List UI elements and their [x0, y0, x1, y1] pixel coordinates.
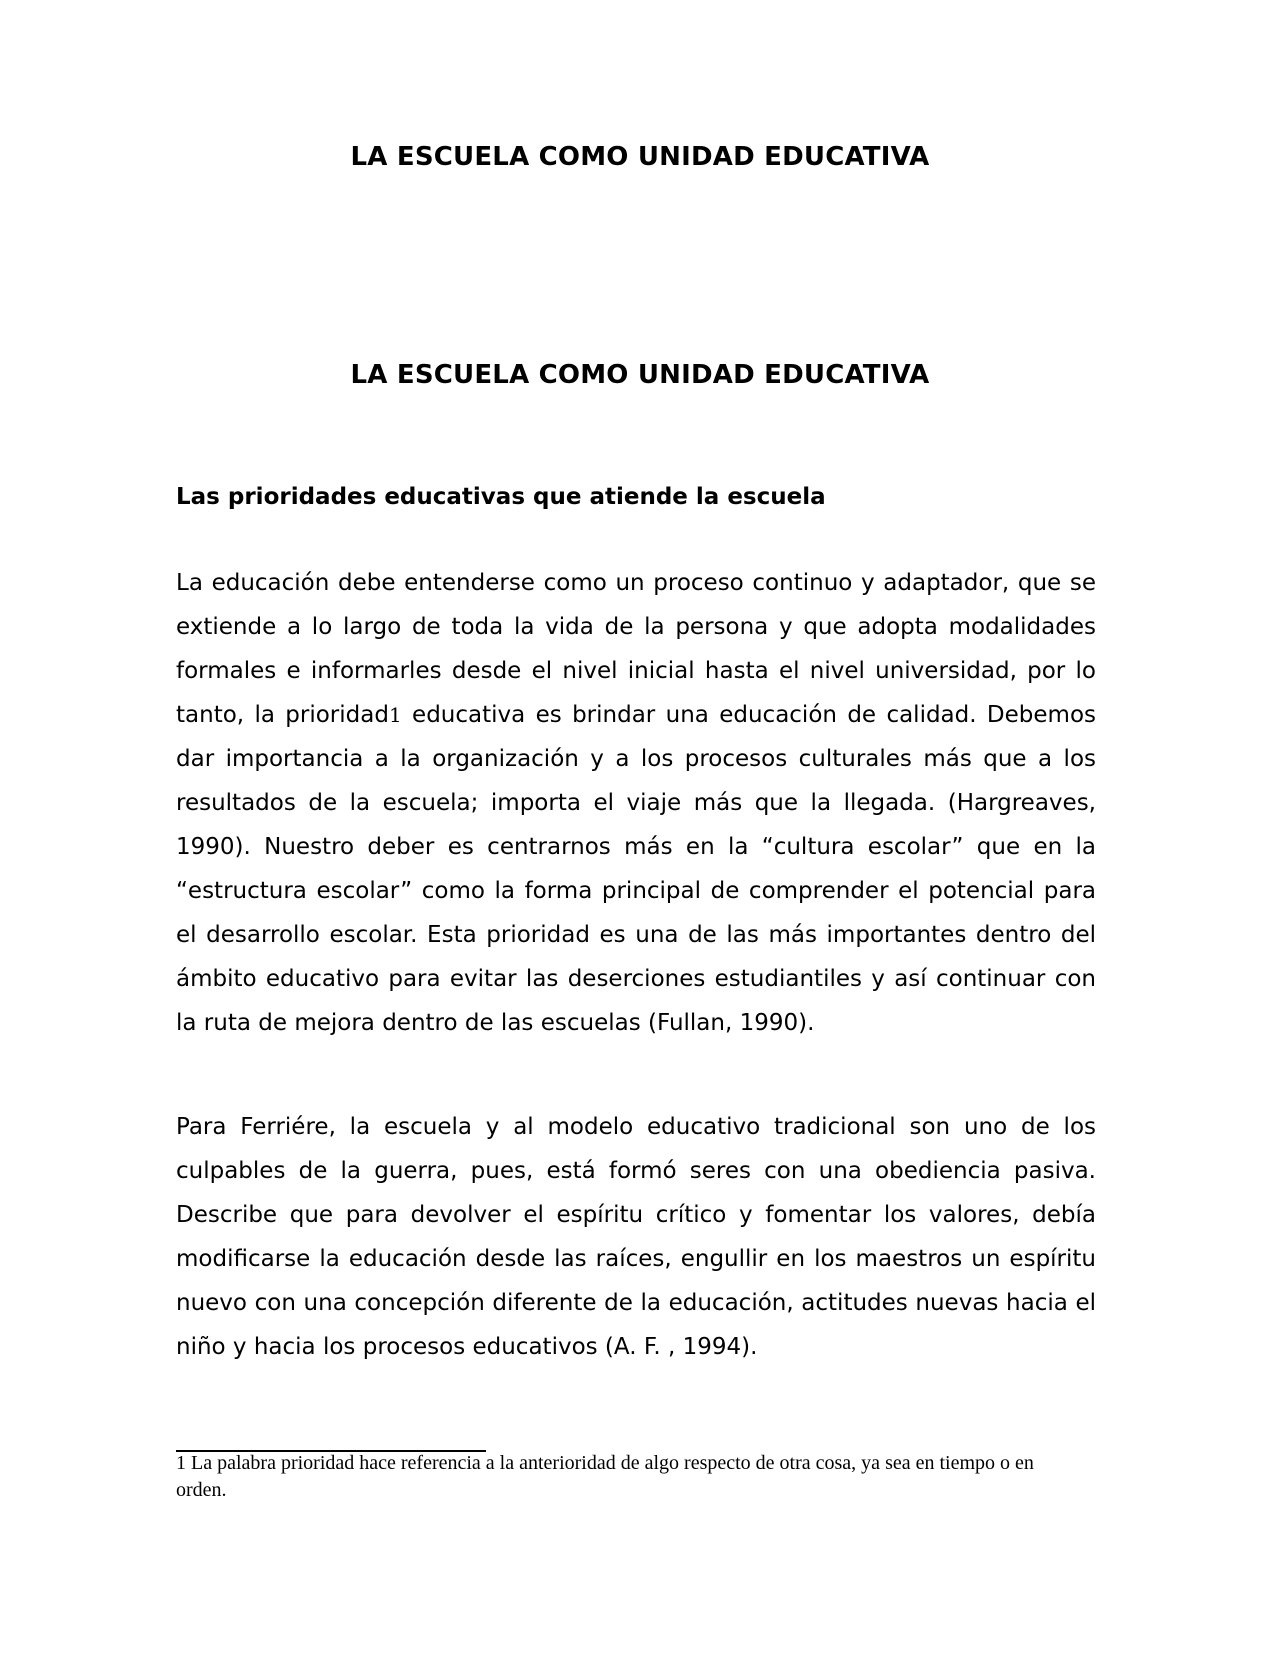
paragraph-1-text-start: La educación debe entenderse como un proceso continuo y adaptador, que se extiende a lo largo de toda la vida de la persona y que adopta modalidades formales e informarles desde el nivel inicial hasta el nivel universidad, por lo tanto, la prioridad — [176, 570, 1096, 728]
body-paragraph-1 — [176, 561, 1096, 1045]
document-title-main: LA ESCUELA COMO UNIDAD EDUCATIVA — [350, 360, 930, 390]
footnote-reference: 1 — [388, 703, 402, 727]
body-paragraph-2: Para Ferriére, la escuela y al modelo educativo tradicional son uno de los culpables de la guerra, pues, está formó seres con una obediencia pasiva. Describe que para devolver el espíritu crítico y fomentar los valores, debía modificarse la educación desde las raíces, engullir en los maestros un espíritu nuevo con una concepción diferente de la educación, actitudes nuevas hacia el niño y hacia los procesos educativos (A. F. , 1994). — [176, 1114, 1096, 1360]
footnote-text: 1 La palabra prioridad hace referencia a la anterioridad de algo respecto de otra cosa, ya sea en tiempo o en orden. — [176, 1452, 1034, 1501]
document-title-top: LA ESCUELA COMO UNIDAD EDUCATIVA — [350, 142, 930, 172]
section-heading: Las prioridades educativas que atiende la escuela — [176, 484, 826, 510]
paragraph-1-text-end: educativa es brindar una educación de calidad. Debemos dar importancia a la organización y a los procesos culturales más que a los resultados de la escuela; importa el viaje más que la llegada. (Hargreaves, 1990). Nuestro deber es centrarnos más en la “cultura escolar” que en la “estructura escolar” como la forma principal de comprender el potencial para el desarrollo escolar. Esta prioridad es una de las más importantes dentro del ámbito educativo para evitar las deserciones estudiantiles y así continuar con la ruta de mejora dentro de las escuelas (Fullan, 1990). — [176, 702, 1096, 1036]
